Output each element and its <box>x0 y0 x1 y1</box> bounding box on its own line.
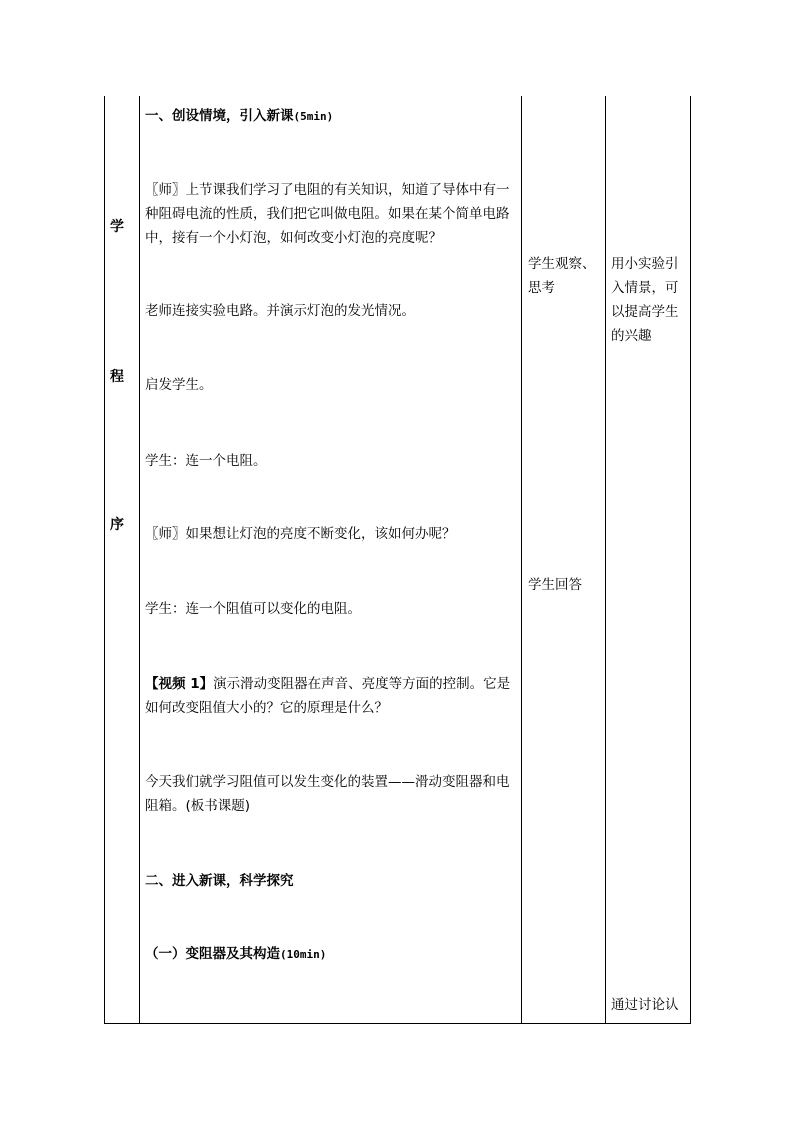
table-border-left <box>104 96 105 1024</box>
table-border-bottom <box>104 1023 691 1024</box>
student-answer-paragraph-1: 学生：连一个电阻。 <box>145 453 267 469</box>
section1-heading <box>145 104 517 129</box>
design-intent-2: 通过讨论认 <box>611 997 679 1013</box>
section1-time: (5min) <box>293 110 334 123</box>
section3-heading <box>145 942 517 967</box>
stage-label-char-2: 程 <box>110 369 124 385</box>
design-intent-1: 用小实验引入情景，可以提高学生的兴趣 <box>611 256 679 344</box>
video-paragraph <box>145 672 517 720</box>
video-text: 演示滑动变阻器在声音、亮度等方面的控制。它是如何改变阻值大小的？它的原理是什么？ <box>145 676 511 716</box>
stage-label-char-3: 序 <box>110 517 124 533</box>
lesson-table <box>104 96 690 1024</box>
section2-heading: 二、进入新课，科学探究 <box>145 873 294 889</box>
column-divider-3 <box>605 96 606 1024</box>
student-answer-paragraph-2: 学生：连一个阻值可以变化的电阻。 <box>145 601 361 617</box>
section3-time: (10min) <box>280 948 327 961</box>
student-activity-1: 学生观察、思考 <box>528 256 596 296</box>
topic-intro-paragraph: 今天我们就学习阻值可以发生变化的装置——滑动变阻器和电阻箱。(板书课题) <box>145 774 510 814</box>
table-border-right <box>690 96 691 1024</box>
section1-title: 一、创设情境，引入新课 <box>145 108 294 124</box>
column-divider-1 <box>139 96 140 1024</box>
student-activity-2: 学生回答 <box>528 577 582 593</box>
inspire-paragraph: 启发学生。 <box>145 377 213 393</box>
stage-label-char-1: 学 <box>110 219 124 235</box>
teacher-demo-paragraph: 老师连接实验电路。并演示灯泡的发光情况。 <box>145 303 415 319</box>
section3-title: （一）变阻器及其构造 <box>145 946 280 962</box>
column-divider-2 <box>521 96 522 1024</box>
teacher-question-paragraph: 〖师〗如果想让灯泡的亮度不断变化，该如何办呢？ <box>145 526 456 542</box>
video-tag: 【视频 1】 <box>145 676 214 692</box>
teacher-intro-paragraph: 〖师〗上节课我们学习了电阻的有关知识，知道了导体中有一种阻碍电流的性质，我们把它叫做电阻。如果在某个简单电路中，接有一个小灯泡，如何改变小灯泡的亮度呢？ <box>145 182 510 246</box>
